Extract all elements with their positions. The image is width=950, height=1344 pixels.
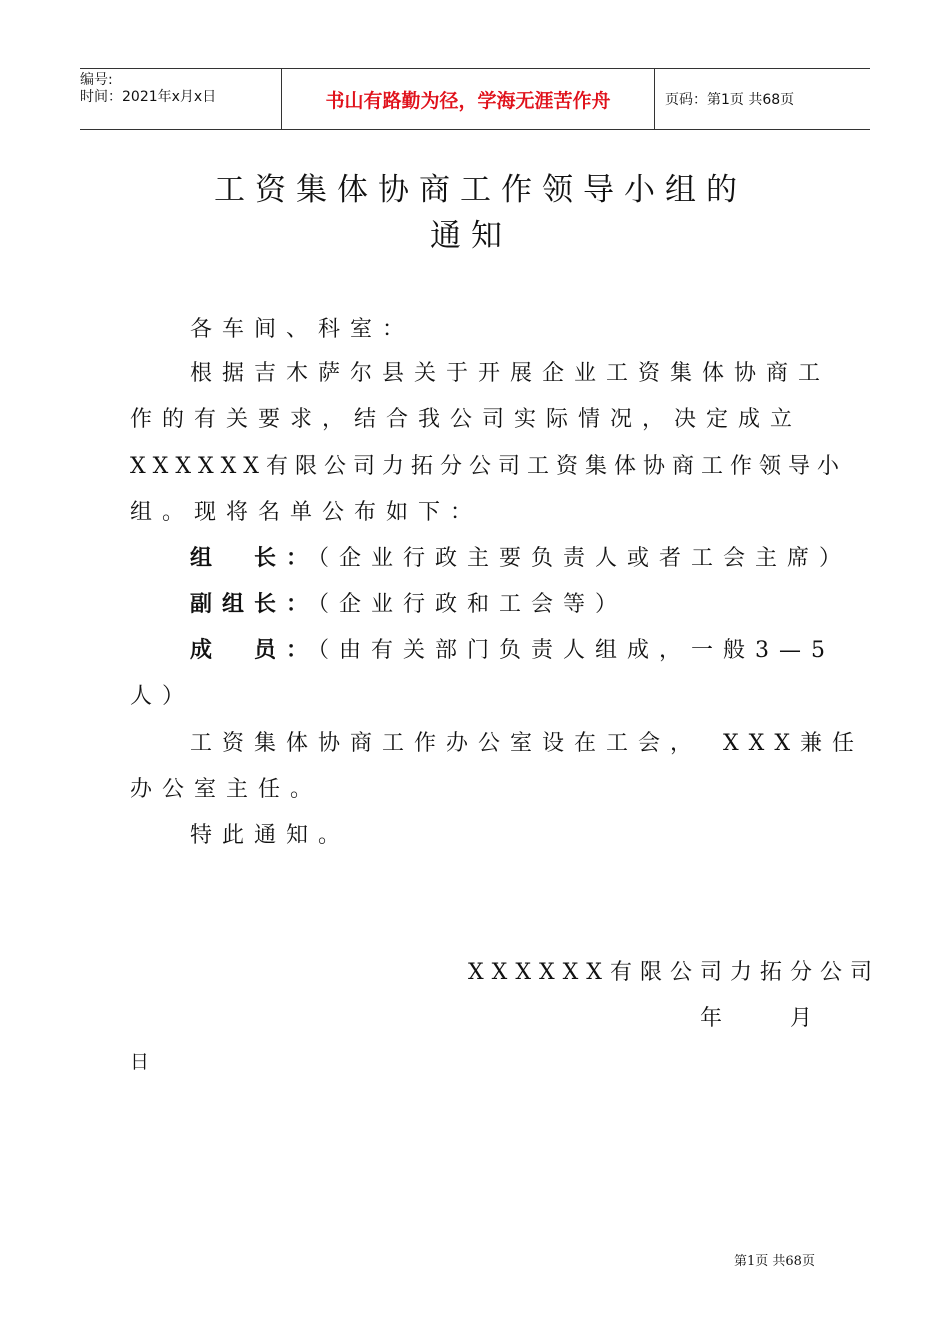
closing-line: 特此通知。 — [190, 823, 351, 848]
paragraph-line: 根据吉木萨尔县关于开展企业工资集体协商工 — [190, 361, 831, 386]
deputy-text: （企业行政和工会等） — [318, 592, 628, 617]
leader-text: （企业行政主要负责人或者工会主席） — [318, 546, 852, 571]
office-line: 办公室主任。 — [130, 777, 323, 802]
office-line: 工资集体协商工作办公室设在工会， XXX兼任 — [190, 731, 864, 756]
member-row-cont: 人） — [130, 684, 195, 709]
deputy-row — [190, 587, 627, 618]
member-text: （由有关部门负责人组成，一般3—5 — [318, 638, 836, 663]
salutation: 各车间、科室： — [190, 317, 415, 342]
header-motto: 书山有路勤为径，学海无涯苦作舟 — [282, 69, 655, 129]
header-page-code: 页码：第1页 共68页 — [665, 92, 795, 108]
header-meta — [80, 69, 282, 129]
member-row — [190, 633, 835, 664]
paragraph-line: 组。现将名单公布如下： — [130, 500, 483, 525]
page-footer: 第1页 共68页 — [734, 1254, 815, 1269]
paragraph-line: 作的有关要求，结合我公司实际情况，决定成立 — [130, 407, 803, 432]
member-label: 成 员： — [190, 638, 319, 663]
header-number: 编号: — [80, 72, 113, 88]
document-title-line-2: 通知 — [430, 218, 512, 254]
signature-year: 年 — [700, 1006, 723, 1031]
document-title-line-1: 工资集体协商工作领导小组的 — [214, 172, 747, 208]
signature-day: 日 — [130, 1051, 150, 1073]
paragraph-line: XXXXXX有限公司力拓分公司工资集体协商工作领导小 — [130, 454, 846, 479]
deputy-label: 副组长： — [190, 592, 319, 617]
page-header — [80, 68, 870, 130]
signature-company: XXXXXX有限公司力拓分公司 — [468, 960, 880, 985]
leader-row — [190, 541, 851, 572]
leader-label: 组 长： — [190, 546, 319, 571]
signature-month: 月 — [790, 1006, 813, 1031]
header-time: 时间：2021年x月x日 — [80, 89, 217, 105]
